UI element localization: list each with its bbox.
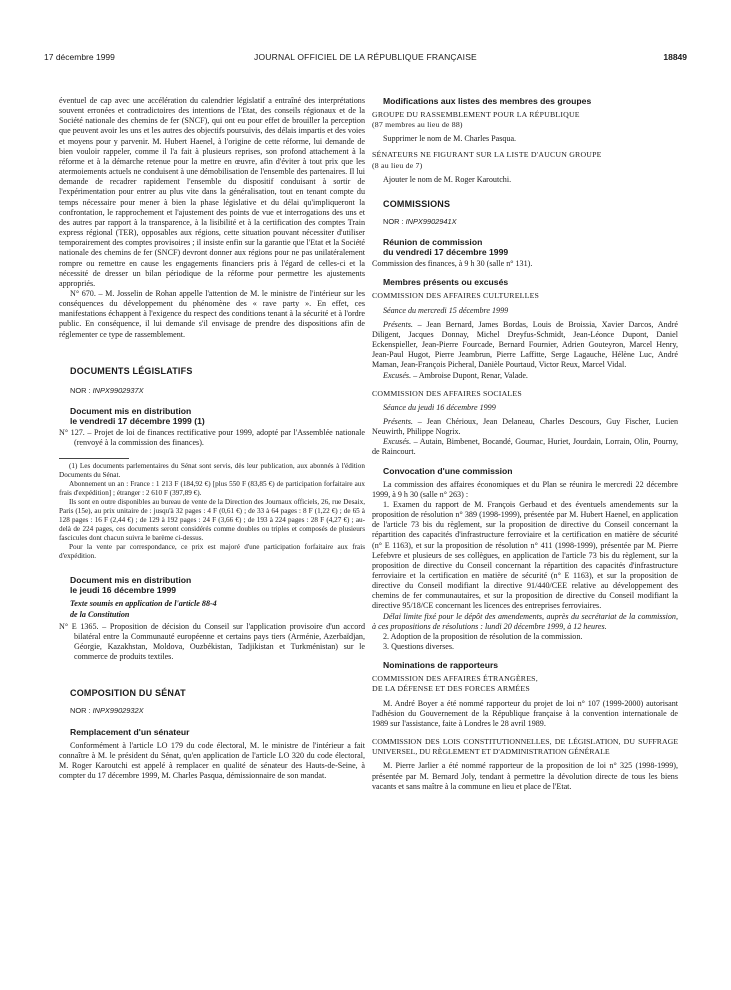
convocation-heading: Convocation d'une commission xyxy=(383,465,513,476)
meeting-text: Commission des finances, à 9 h 30 (salle n° 131). xyxy=(372,259,533,269)
doc2-subtitle-line2: de la Constitution xyxy=(70,609,130,619)
group1-action: Supprimer le nom de M. Charles Pasqua. xyxy=(383,134,517,144)
doc2-subtitle-line1: Texte soumis en application de l'article 88-4 xyxy=(70,599,217,609)
doc2-title-line2: le jeudi 16 décembre 1999 xyxy=(70,585,177,596)
replacement-text: Conformément à l'article LO 179 du code électoral, M. le ministre de l'intérieur a fait connaître à M. le président du Sénat, qu'en application de l'article LO 320 du code électoral, M. Roger Karoutchi est appelé à remplacer en qualité de sénateur des Hauts-de-Seine, à compter du 17 décembre 1999, M. Charles Pasqua, démissionnaire de son mandat. xyxy=(59,740,365,781)
compo-nor: NOR : INPX9902932X xyxy=(70,706,144,716)
footnote-4: Pour la vente par correspondance, ce prix est majoré d'une participation forfaitaire aux frais d'expédition. xyxy=(59,543,365,561)
question-continuation: éventuel de cap avec une accélération du calendrier législatif a entraîné des interprétations souvent erronées et contradictoires des intentions de l'Etat, des conseils régionaux et de la Société nationale des chemins de fer (SNCF), qui ont eu pour effet de brouiller la perception que peuvent avoir les uns et les autres des objectifs poursuivis, des délais impartis et des voies et moyens pour y parvenir. M. Hubert Haenel, à l'origine de cette réforme, lui demande de bien vouloir rappeler, comme il l'a fait à plusieurs reprises, son profond attachement à la réforme et à la démarche retenue pour la mettre en œuvre, afin d'éviter à tout prix que les atermoiements actuels ne conduisent à une démobilisation de l'ensemble des partenaires. Il lui demande de recadrer rapidement l'ensemble du dispositif conduisant à sortir de l'expérimentation pour entrer au plus vite dans la généralisation, tout en tenant compte du temps nécessaire pour mener à bien la phase législative et du délai qu'impliqueront la confrontation, le rapprochement et l'ajustement des points de vue et interrogations des uns et des autres par rapport à la transparence, à la lisibilité et à la certification des comptes Train express régional (TER), opposables aux régions, cette situation pouvant nécessiter d'utiliser temporairement des comptes provisoires ; il insiste enfin sur la garantie que l'Etat et la Société nationale des chemins de fer (SNCF) devront donner aux régions pour ne pas unilatéralement rompre ou remettre en cause les engagements financiers pris à l'égard de celles-ci et la nécessité de dresser un bilan périodique de la réforme pour permettre les ajustements appropriés. xyxy=(59,96,365,288)
lois-commission-name: COMMISSION DES LOIS CONSTITUTIONNELLES, DE LÉGISLATION, DU SUFFRAGE UNIVERSEL, DU RÈGLEMENT ET D'ADMINISTRATION GÉNÉRALE xyxy=(372,737,678,757)
group-modifications-heading: Modifications aux listes des membres des groupes xyxy=(383,96,592,106)
group2-action: Ajouter le nom de M. Roger Karoutchi. xyxy=(383,174,512,184)
doc1-title-line1: Document mis en distribution xyxy=(70,406,192,417)
replacement-heading: Remplacement d'un sénateur xyxy=(70,726,190,737)
left-column xyxy=(59,96,365,781)
journal-title: JOURNAL OFFICIEL DE LA RÉPUBLIQUE FRANÇAISE xyxy=(254,52,477,62)
soc-session: Séance du jeudi 16 décembre 1999 xyxy=(383,402,496,412)
docs-nor: NOR : INPX9902937X xyxy=(70,385,144,395)
convocation-delay: Délai limite fixé pour le dépôt des amendements, auprès du secrétariat de la commission, à ces propositions de résolutions : lundi 20 décembre 1999, à 12 heures. xyxy=(372,611,678,631)
header-date: 17 décembre 1999 xyxy=(44,52,115,62)
cult-session: Séance du mercredi 15 décembre 1999 xyxy=(383,305,509,315)
cult-excused: Excusés. – Ambroise Dupont, Renar, Valade. xyxy=(383,370,528,380)
convocation-item-3: 3. Questions diverses. xyxy=(383,642,455,652)
etr-commission-line2: DE LA DÉFENSE ET DES FORCES ARMÉES xyxy=(372,684,530,694)
cult-commission-name: COMMISSION DES AFFAIRES CULTURELLES xyxy=(372,291,540,301)
footnote-1: (1) Les documents parlementaires du Sénat sont servis, dès leur publication, aux abonnés à l'édition Documents du Sénat. xyxy=(59,462,365,480)
doc2-item: N° E 1365. – Proposition de décision du Conseil sur l'application provisoire d'un accord bilatéral entre la Communauté européenne et certains pays tiers (Arménie, Azerbaïdjan, Géorgie, Kazakhstan, Moldova, Ouzbékistan, Tadjikistan et Turkménistan) sur le commerce de produits textiles. xyxy=(59,621,365,662)
etr-commission-line1: COMMISSION DES AFFAIRES ÉTRANGÈRES, xyxy=(372,674,538,684)
footnote-2: Abonnement un an : France : 1 213 F (184,92 €) [plus 550 F (83,85 €) de participation forfaitaire aux frais d'expédition] ; étranger : 2 610 F (397,89 €). xyxy=(59,480,365,498)
page-number: 18849 xyxy=(663,52,687,62)
footnote-3: Ils sont en outre disponibles au bureau de vente de la Direction des Journaux officiels, 26, rue Desaix, Paris (15e), au prix unitaire de : jusqu'à 32 pages : 4 F (0,61 €) ; de 33 à 64 pages : 8 F (1,22 €) ; de 65 à 128 pages : 16 F (2,44 €) ; de 129 à 192 pages : 24 F (3,66 €) ; de 193 à 224 pages : 28 F (4,27 €) ; au-delà de 224 pages, ces documents seront considérés comme doubles ou triples et composés de plusieurs fascicules dont chacun suivra le barème ci-dessus. xyxy=(59,498,365,543)
composition-senat-heading: COMPOSITION DU SÉNAT xyxy=(70,688,186,699)
convocation-item-2: 2. Adoption de la proposition de résolution de la commission. xyxy=(383,631,583,641)
group1-count: (87 membres au lieu de 88) xyxy=(372,120,463,130)
soc-present: Présents. – Jean Chérioux, Jean Delaneau, Charles Descours, Guy Fischer, Lucien Neuwirth, Philippe Nogrix. xyxy=(372,416,678,437)
soc-commission-name: COMMISSION DES AFFAIRES SOCIALES xyxy=(372,388,522,398)
convocation-intro: La commission des affaires économiques et du Plan se réunira le mercredi 22 décembre 1999, à 9 h 30 (salle n° 263) : xyxy=(372,479,678,499)
soc-excused: Excusés. – Autain, Bimbenet, Bocandé, Gournac, Huriet, Jourdain, Lorrain, Olin, Pourny, de Raincourt. xyxy=(372,437,678,457)
question-670: N° 670. – M. Josselin de Rohan appelle l'attention de M. le ministre de l'intérieur sur les conséquences du développement du phénomène des « rave party ». En effet, ces manifestations échappent à l'exigence du respect des conditions tenant à la sécurité et à l'ordre public. En conséquence, il lui demande s'il envisage de prendre des dispositions afin de réglementer ce type de rassemblement. xyxy=(59,288,365,339)
members-heading: Membres présents ou excusés xyxy=(383,277,509,288)
right-column xyxy=(372,96,678,792)
convocation-item-1: 1. Examen du rapport de M. François Gerbaud et des éventuels amendements sur la proposition de résolution n° 389 (1998-1999), présentée par M. Hubert Haenel, en application de l'article 73 bis du règlement, sur la proposition de directive du Conseil concernant la répartition des capacités d'infrastructure ferroviaire et la certification en matière de sécurité (n° E 1163), et sur la proposition de résolution n° 411 (1998-1999), présentée par M. Pierre Lefebvre et plusieurs de ses collègues, en application de l'article 73 bis du règlement, sur la proposition de directive du Conseil concernant la répartition des capacités d'infrastructure ferroviaire et la certification en matière de sécurité (n° E 1163), et sur la proposition de directive du Conseil modifiant la directive 91/440/CEE relative au développement des chemins de fer communautaires, et sur la proposition de directive du Conseil modifiant la directive 95/18/CE concernant les licences des entreprises ferroviaires. xyxy=(372,499,678,611)
meeting-title-line2: du vendredi 17 décembre 1999 xyxy=(383,247,509,258)
group2-count: (8 au lieu de 7) xyxy=(372,160,423,170)
comm-nor: NOR : INPX9902941X xyxy=(383,217,457,227)
commissions-heading: COMMISSIONS xyxy=(383,198,451,209)
doc1-item: N° 127. – Projet de loi de finances rectificative pour 1999, adopté par l'Assemblée nationale (renvoyé à la commission des finances). xyxy=(59,428,365,448)
nominations-heading: Nominations de rapporteurs xyxy=(383,660,499,671)
footnotes xyxy=(59,462,365,561)
group2-name: SÉNATEURS NE FIGURANT SUR LA LISTE D'AUCUN GROUPE xyxy=(372,150,602,160)
page-header xyxy=(44,52,687,66)
etr-nomination: M. André Boyer a été nommé rapporteur du projet de loi n° 107 (1999-2000) autorisant l'adhésion du Gouvernement de la République française à la convention internationale de 1989 sur l'assistance, faite à Londres le 28 avril 1989. xyxy=(372,698,678,728)
cult-present: Présents. – Jean Bernard, James Bordas, Louis de Broissia, Xavier Darcos, André Diligent, Jacques Donnay, Michel Dreyfus-Schmidt, Jean-Léonce Dupont, Daniel Eckenspieller, Jean-Pierre Fourcade, Bernard Fournier, Adrien Gouteyron, Marcel Henry, Jean-Paul Hugot, Pierre Jeambrun, Pierre Laffitte, Serge Lagauche, Hélène Luc, André Maman, Jean-François Picheral, Danièle Pourtaud, Victor Reux, Marcel Vidal. xyxy=(372,319,678,370)
doc2-title-line1: Document mis en distribution xyxy=(70,575,192,586)
meeting-title-line1: Réunion de commission xyxy=(383,237,483,248)
lois-nomination: M. Pierre Jarlier a été nommé rapporteur de la proposition de loi n° 325 (1998-1999), présentée par M. Bernard Joly, tendant à permettre la dévolution directe de tous les biens vacants et sans maître à la commune en lieu et place de l'Etat. xyxy=(372,761,678,791)
doc1-title-line2: le vendredi 17 décembre 1999 (1) xyxy=(70,416,205,427)
footnote-rule xyxy=(59,458,129,459)
documents-legislatifs-heading: DOCUMENTS LÉGISLATIFS xyxy=(70,365,193,376)
group1-name: GROUPE DU RASSEMBLEMENT POUR LA RÉPUBLIQUE xyxy=(372,110,580,119)
